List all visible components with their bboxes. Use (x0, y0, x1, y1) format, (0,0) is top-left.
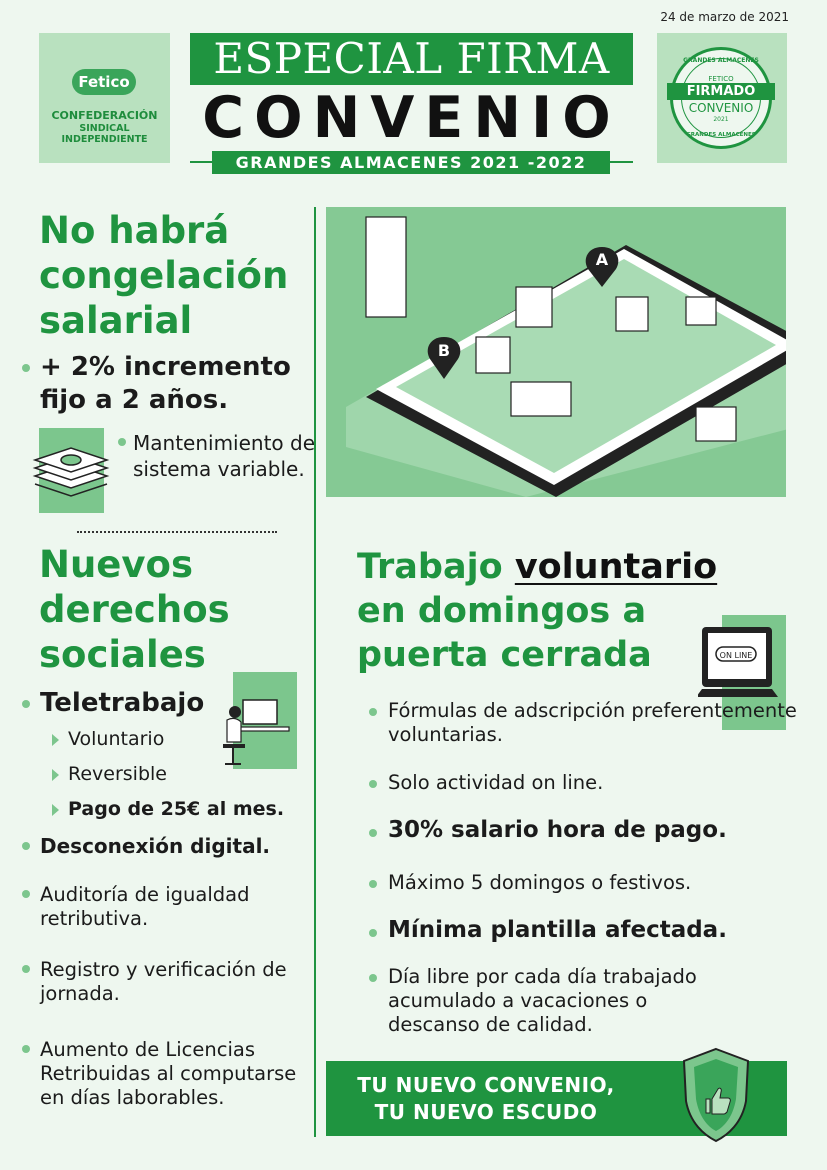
page-subtitle: GRANDES ALMACENES 2021 -2022 (212, 151, 610, 174)
bullet-dot (118, 438, 126, 446)
signed-seal (657, 33, 787, 163)
seal-year: 2021 (713, 116, 729, 123)
list-item: Voluntario (52, 722, 284, 757)
logo-brand: Fetico (72, 69, 136, 95)
section-divider (77, 531, 277, 533)
heading-underlined-word: voluntario (514, 547, 718, 587)
smartphone-city-illustration (326, 207, 786, 497)
seal-badge (670, 47, 772, 149)
svg-text:B: B (437, 341, 451, 360)
shield-icon (676, 1043, 756, 1143)
list-item: Mínima plantilla afectada. (388, 917, 727, 943)
bullet-dot (22, 965, 30, 973)
seal-firmado: FIRMADO (667, 83, 775, 100)
footer-line2: TU NUEVO ESCUDO (374, 1100, 598, 1124)
list-item: 30% salario hora de pago. (388, 817, 727, 843)
seal-bottom-text: GRANDES ALMACENES (686, 132, 756, 138)
heading-sundays: Trabajo voluntario en domingos a puerta cerrada (357, 547, 718, 675)
heading-salary: No habrá congelación salarial (39, 209, 289, 342)
list-item: Fórmulas de adscripción preferentemente voluntarias. (388, 699, 797, 746)
footer-banner (326, 1061, 787, 1136)
bullet-dot (369, 829, 377, 837)
svg-text:A: A (595, 250, 609, 269)
bullet-dot (22, 700, 30, 708)
bullet-dot (369, 780, 377, 788)
svg-text:ON LINE: ON LINE (719, 651, 753, 660)
salary-increase: + 2% incremento fijo a 2 años. (40, 352, 291, 415)
bullet-dot (22, 1045, 30, 1053)
list-item: Auditoría de igualdad retributiva. (40, 883, 250, 930)
list-item: Pago de 25€ al mes. (52, 792, 284, 827)
list-item: Desconexión digital. (40, 834, 271, 858)
heading-social-rights: Nuevos derechos sociales (39, 543, 230, 676)
publication-date: 24 de marzo de 2021 (660, 10, 789, 24)
list-item: Aumento de Licencias Retribuidas al computarse en días laborables. (40, 1038, 297, 1109)
teletrabajo-label: Teletrabajo (40, 688, 205, 718)
bullet-dot (369, 974, 377, 982)
variable-system: Mantenimiento de sistema variable. (133, 431, 316, 481)
bullet-dot (22, 364, 30, 372)
seal-top-text: GRANDES ALMACENES (683, 57, 759, 64)
list-item: Día libre por cada día trabajado acumulado a vacaciones o descanso de calidad. (388, 965, 697, 1036)
list-item: Registro y verificación de jornada. (40, 958, 287, 1005)
footer-line1: TU NUEVO CONVENIO, (357, 1073, 615, 1097)
logo-line1: CONFEDERACIÓN (51, 109, 158, 122)
list-item: Máximo 5 domingos o festivos. (388, 871, 692, 894)
bullet-dot (369, 929, 377, 937)
page-title: CONVENIO (202, 85, 621, 151)
bullet-dot (369, 708, 377, 716)
logo-line2: SINDICAL INDEPENDIENTE (61, 123, 148, 145)
column-divider (314, 207, 316, 1137)
seal-brand: FETICO (708, 75, 734, 83)
bullet-dot (369, 880, 377, 888)
fetico-logo (39, 33, 170, 163)
teletrabajo-list (52, 722, 284, 827)
title-top: ESPECIAL FIRMA (190, 33, 633, 85)
list-item: Solo actividad on line. (388, 771, 604, 794)
seal-convenio: CONVENIO (688, 101, 754, 115)
money-icon (39, 428, 104, 513)
bullet-dot (22, 842, 30, 850)
bullet-dot (22, 890, 30, 898)
list-item: Reversible (52, 757, 284, 792)
